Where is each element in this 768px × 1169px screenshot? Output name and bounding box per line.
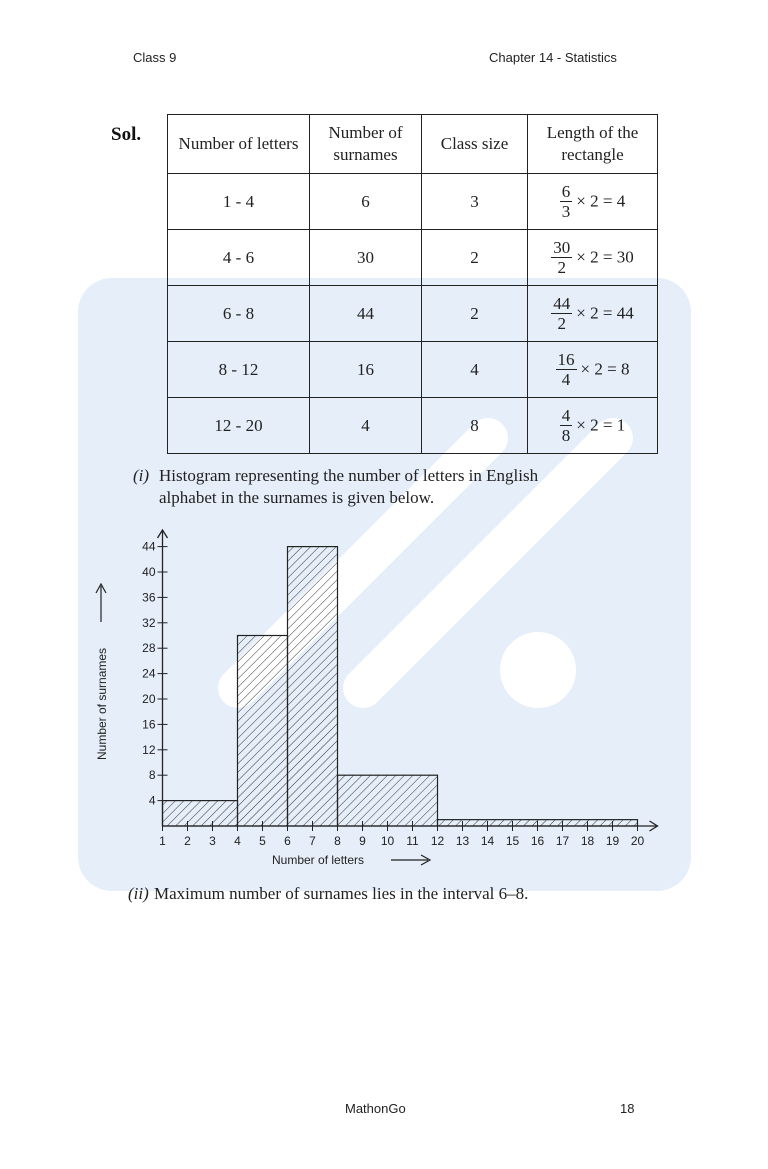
y-axis-ticks xyxy=(142,540,167,808)
x-tick-label: 7 xyxy=(309,834,316,848)
x-tick-label: 10 xyxy=(380,834,395,848)
fraction-numerator: 16 xyxy=(557,350,575,369)
x-tick-label: 3 xyxy=(209,834,216,848)
x-tick-label: 16 xyxy=(530,834,545,848)
histogram-bar xyxy=(238,636,288,827)
column-header: Number of surnames xyxy=(310,115,422,174)
x-tick-label: 5 xyxy=(259,834,266,848)
length-result: × 2 = 30 xyxy=(576,247,634,267)
y-axis-label: Number of surnames xyxy=(95,647,109,760)
solution-label: Sol. xyxy=(111,124,142,145)
y-tick-label: 20 xyxy=(142,692,156,706)
part-ii-label: (ii) xyxy=(128,884,149,903)
y-tick-label: 44 xyxy=(142,539,156,554)
fraction-denominator: 4 xyxy=(561,370,571,389)
length-result: × 2 = 1 xyxy=(576,415,626,435)
x-tick-label: 19 xyxy=(605,834,620,848)
fraction-denominator: 2 xyxy=(557,258,567,277)
part-i-line2: alphabet in the surnames is given below. xyxy=(159,488,435,507)
x-tick-label: 11 xyxy=(406,834,419,848)
length-result: × 2 = 8 xyxy=(580,359,630,379)
header-class: Class 9 xyxy=(133,50,177,65)
x-axis-label: Number of letters xyxy=(272,853,365,867)
x-tick-label: 20 xyxy=(630,834,645,848)
histogram-bar xyxy=(163,801,238,826)
x-tick-label: 4 xyxy=(234,834,241,848)
histogram-bars xyxy=(163,547,638,826)
fraction-denominator: 3 xyxy=(561,202,571,221)
cell-class-size: 2 xyxy=(422,230,528,286)
cell-interval: 8 - 12 xyxy=(168,342,310,398)
cell-surnames: 16 xyxy=(310,342,422,398)
x-tick-label: 2 xyxy=(184,834,191,848)
part-i-line1: Histogram representing the number of letters in English xyxy=(159,466,539,485)
cell-class-size: 3 xyxy=(422,174,528,230)
part-ii-body: Maximum number of surnames lies in the interval 6–8. xyxy=(154,884,529,903)
column-header: Number of letters xyxy=(168,115,310,174)
x-tick-label: 13 xyxy=(455,834,470,848)
column-header: Length of the rectangle xyxy=(528,115,658,174)
x-tick-label: 8 xyxy=(334,834,341,848)
y-tick-label: 16 xyxy=(142,717,156,732)
cell-surnames: 44 xyxy=(310,286,422,342)
fraction-numerator: 4 xyxy=(561,406,571,425)
x-tick-label: 12 xyxy=(430,834,445,848)
cell-surnames: 30 xyxy=(310,230,422,286)
cell-interval: 1 - 4 xyxy=(168,174,310,230)
y-tick-label: 32 xyxy=(142,615,156,630)
y-tick-label: 8 xyxy=(148,768,156,783)
y-tick-label: 36 xyxy=(142,590,156,605)
footer-brand: MathonGo xyxy=(345,1101,406,1116)
x-tick-label: 9 xyxy=(359,834,366,848)
cell-surnames: 6 xyxy=(310,174,422,230)
y-tick-label: 40 xyxy=(142,565,156,579)
x-tick-label: 14 xyxy=(480,834,495,848)
fraction-numerator: 6 xyxy=(561,182,571,201)
fraction-denominator: 8 xyxy=(561,426,571,445)
part-i-label: (i) xyxy=(133,466,150,485)
y-tick-label: 28 xyxy=(142,641,156,656)
x-tick-label: 17 xyxy=(555,834,570,848)
fraction-numerator: 30 xyxy=(553,238,571,257)
cell-interval: 12 - 20 xyxy=(168,398,310,454)
histogram-bar xyxy=(338,775,438,826)
header-chapter: Chapter 14 - Statistics xyxy=(489,50,617,65)
x-tick-label: 18 xyxy=(580,834,595,848)
fraction-denominator: 2 xyxy=(557,314,567,333)
column-header: Class size xyxy=(422,115,528,174)
cell-interval: 4 - 6 xyxy=(168,230,310,286)
x-tick-label: 1 xyxy=(159,834,166,848)
cell-interval: 6 - 8 xyxy=(168,286,310,342)
x-tick-label: 15 xyxy=(505,834,520,848)
cell-class-size: 2 xyxy=(422,286,528,342)
histogram-bar xyxy=(288,547,338,826)
length-result: × 2 = 44 xyxy=(576,303,634,323)
y-tick-label: 12 xyxy=(142,742,156,757)
y-tick-label: 4 xyxy=(148,793,156,808)
y-tick-label: 24 xyxy=(142,666,156,681)
part-ii-text xyxy=(128,883,528,905)
fraction-numerator: 44 xyxy=(553,294,571,313)
length-result: × 2 = 4 xyxy=(576,191,626,211)
cell-surnames: 4 xyxy=(310,398,422,454)
cell-class-size: 8 xyxy=(422,398,528,454)
cell-class-size: 4 xyxy=(422,342,528,398)
page-number: 18 xyxy=(620,1101,635,1116)
x-tick-label: 6 xyxy=(284,834,291,848)
